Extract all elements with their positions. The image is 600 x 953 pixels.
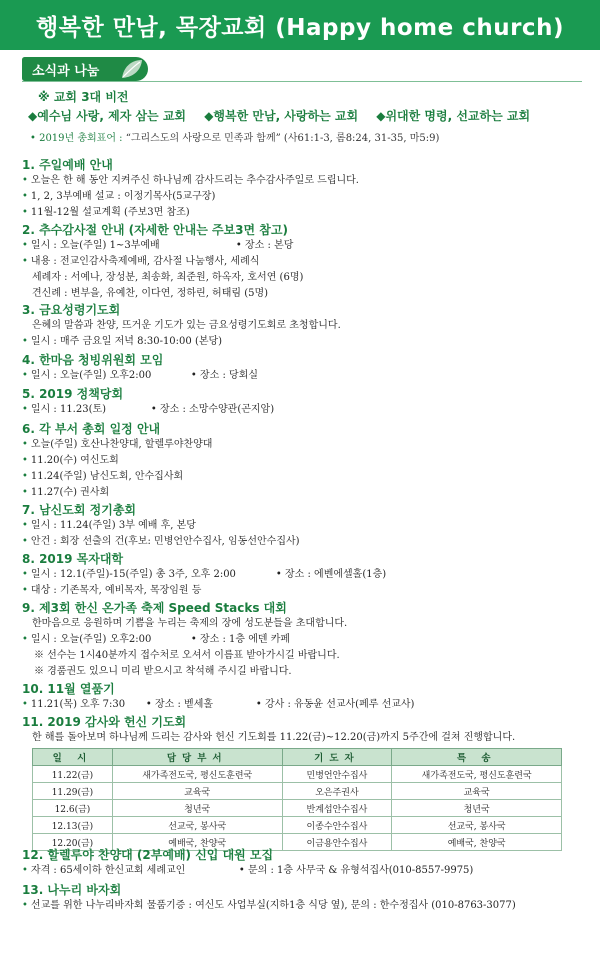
table-cell: 이금용안수집사 [282,834,392,851]
table-cell: 이종수안수집사 [282,817,392,834]
section-divider [22,81,582,82]
notice-policy-session [22,386,592,418]
notice-place: • 장소 : 당회실 [190,370,259,381]
notice-date: 일시 : 12.1(주일)-15(주일) 총 3주, 오후 2:00 [30,569,236,580]
table-cell: 선교국, 봉사국 [392,817,562,834]
vision-list [28,107,588,124]
notice-bazaar [22,882,592,914]
page-header [0,0,600,50]
notice-heading: 12. 할렐루야 찬양대 (2부예배) 신입 대원 모집 [22,848,274,862]
leaf-icon [120,58,144,80]
table-cell: 12.20(금) [33,834,113,851]
notice-heading: 1. 주일예배 안내 [22,158,113,172]
notice-general-meetings [22,421,592,501]
table-cell: 새가족전도국, 평신도훈련국 [112,766,282,783]
table-cell: 예배국, 찬양국 [112,834,282,851]
column-header: 담당부서 [112,749,282,766]
table-cell: 11.22(금) [33,766,113,783]
notice-line [22,863,592,879]
notice-line: • 대상 : 기존목자, 예비목자, 목장임원 등 [22,583,592,599]
notice-heading: 10. 11월 열품기 [22,682,115,696]
notice-heading: 8. 2019 목자대학 [22,552,124,566]
table-row [33,800,562,817]
notice-line: 한마음으로 응원하며 기쁨을 누리는 축제의 장에 성도분들을 초대합니다. [32,618,348,629]
table-cell: 11.29(금) [33,783,113,800]
notice-contact: • 문의 : 1층 사무국 & 유형석집사(010-8557-9975) [238,865,474,876]
notice-place: • 장소 : 벧세홀 [145,699,214,710]
notice-line: ※ 선수는 1시40분까지 접수처로 오셔서 이름표 받아가시길 바랍니다. [34,650,340,661]
notice-place: • 장소 : 소망수양관(곤지암) [150,404,275,415]
notice-line: • 내용 : 전교인감사축제예배, 감사절 나눔행사, 세례식 [22,254,592,270]
notice-line: • 11.27(수) 권사회 [22,485,592,501]
notice-line: 세례자 : 서예나, 장성분, 최송화, 최준원, 하옥자, 호서연 (6명) [32,272,304,283]
motto-label: • 2019년 총회표어 : [30,133,123,144]
notice-line: 은혜의 말씀과 찬양, 뜨거운 기도가 있는 금요성령기도회로 초청합니다. [32,320,341,331]
notice-line: • 일시 : 11.24(주일) 3부 예배 후, 본당 [22,518,592,534]
table-cell: 교육국 [392,783,562,800]
table-header-row [33,749,562,766]
notice-line: • 1, 2, 3부예배 설교 : 이정기목사(5교구장) [22,189,592,205]
notice-prayer-meetings [22,714,592,746]
notice-line: • 안건 : 회장 선출의 건(후보: 민병언안수집사, 임동선안수집사) [22,534,592,550]
notice-date: 11.21(목) 오후 7:30 [30,699,126,710]
notice-heading: 13. 나누리 바자회 [22,883,122,897]
table-cell: 오은주권사 [282,783,392,800]
notice-line [22,632,592,648]
table-cell: 새가족전도국, 평신도훈련국 [392,766,562,783]
notice-place: • 장소 : 1층 에덴 카페 [190,634,291,645]
notice-line: • 11월-12월 설교계획 (주보3면 참조) [22,205,592,221]
column-header: 일 시 [33,749,113,766]
notice-heading: 4. 한마음 청빙위원회 모임 [22,353,164,367]
notice-thanksgiving [22,222,592,302]
notice-date: 일시 : 오늘(주일) 1~3부예배 [30,240,160,251]
notice-line [22,238,592,254]
notice-revival [22,681,592,713]
notice-line: • 오늘은 한 해 동안 지켜주신 하나님께 감사드리는 추수감사주일로 드립니다. [22,173,592,189]
notice-heading: 5. 2019 정책당회 [22,387,124,401]
notice-choir-recruit [22,847,592,879]
notice-line [22,368,592,384]
vision-item: ◆행복한 만남, 사랑하는 교회 [204,109,359,123]
notice-date: 일시 : 오늘(주일) 오후2:00 [30,370,152,381]
notice-heading: 2. 추수감사절 안내 (자세한 안내는 주보3면 참고) [22,223,288,237]
notice-heading: 7. 남신도회 정기총회 [22,503,137,517]
notice-heading: 9. 제3회 한신 온가족 축제 Speed Stacks 대회 [22,601,287,615]
notice-speed-stacks [22,600,592,680]
table-cell: 민병언안수집사 [282,766,392,783]
notice-date: 일시 : 오늘(주일) 오후2:00 [30,634,152,645]
notice-line: • 11.24(주일) 남신도회, 안수집사회 [22,469,592,485]
notice-date: 일시 : 11.23(토) [30,404,107,415]
table-row [33,817,562,834]
notice-line [22,402,592,418]
notice-heading: 6. 각 부서 총회 일정 안내 [22,422,161,436]
notice-friday-prayer [22,302,592,350]
column-header: 기도자 [282,749,392,766]
notice-worship [22,157,592,221]
notice-line: 견신례 : 변부을, 유예찬, 이다연, 정하린, 허태림 (5명) [32,288,269,299]
table-row [33,783,562,800]
notice-line: • 11.20(수) 여신도회 [22,453,592,469]
vision-title: ※ 교회 3대 비전 [38,90,129,104]
notice-line: • 선교를 위한 나누리바자회 물품기증 : 여신도 사업부실(지하1층 식당 옆), 문의 : 한수정집사 (010-8763-3077) [22,898,592,914]
notice-heading: 3. 금요성령기도회 [22,303,121,317]
notice-speaker: • 강사 : 유동윤 선교사(페루 선교사) [255,699,415,710]
vision-item: ◆예수님 사랑, 제자 삼는 교회 [28,109,187,123]
table-cell: 청년국 [392,800,562,817]
prayer-schedule-table [32,748,562,851]
table-row [33,766,562,783]
notice-line [22,567,592,583]
table-cell: 청년국 [112,800,282,817]
notice-heading: 11. 2019 감사와 헌신 기도회 [22,715,187,729]
notice-line: 한 해를 돌아보며 하나님께 드리는 감사와 헌신 기도회를 11.22(금)~12.20(금)까지 5주간에 걸쳐 진행합니다. [32,732,516,743]
page-title: 행복한 만남, 목장교회 (Happy home church) [36,15,564,41]
table-cell: 12.6(금) [33,800,113,817]
table-cell: 교육국 [112,783,282,800]
notice-place: • 장소 : 에벤에셀홀(1층) [275,569,387,580]
table-cell: 선교국, 봉사국 [112,817,282,834]
notice-line: • 오늘(주일) 호산나찬양대, 할렐루야찬양대 [22,437,592,453]
vision-item: ◆위대한 명령, 선교하는 교회 [376,109,531,123]
notice-place: • 장소 : 본당 [235,240,294,251]
column-header: 특 송 [392,749,562,766]
table-cell: 반계섭안수집사 [282,800,392,817]
motto-text: “그리스도의 사랑으로 민족과 함께” (사61:1-3, 롬8:24, 31-35, 마5:9) [122,133,440,144]
notice-line: ※ 경품권도 있으니 미리 받으시고 착석해 주시길 바랍니다. [34,666,292,677]
notice-line: • 일시 : 매주 금요일 저녁 8:30-10:00 (본당) [22,334,592,350]
table-cell: 예배국, 찬양국 [392,834,562,851]
notice-line [22,697,592,713]
section-label: 소식과 나눔 [32,64,100,79]
table-cell: 12.13(금) [33,817,113,834]
annual-motto [30,129,439,144]
notice-committee [22,352,592,384]
notice-shepherd-college [22,551,592,599]
notice-qualification: 자격 : 65세이하 한신교회 세례교인 [30,865,186,876]
notice-men-assembly [22,502,592,550]
